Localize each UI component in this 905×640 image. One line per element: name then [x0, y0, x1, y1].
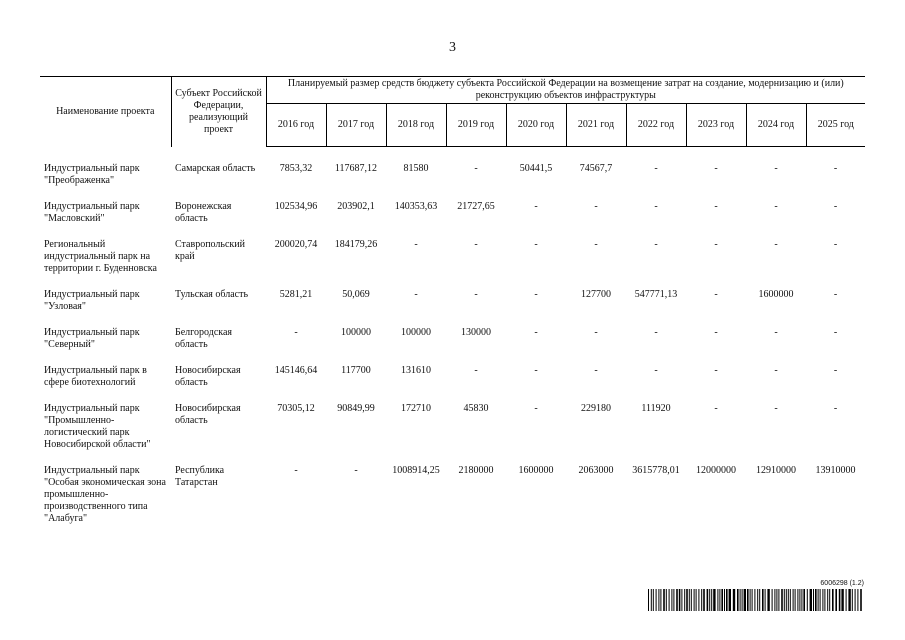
value-cell: -	[774, 402, 778, 414]
value-cell: 50,069	[342, 288, 370, 300]
value-cell: 127700	[581, 288, 611, 300]
barcode-label: 6006298 (1.2)	[820, 580, 864, 587]
value-cell: -	[833, 163, 838, 174]
value-cell: -	[414, 288, 418, 300]
year-header: 2021 год	[566, 104, 626, 147]
table-row	[40, 289, 865, 327]
value-cell: -	[833, 288, 838, 300]
table-row	[40, 465, 865, 539]
subject-cell: Республика Татарстан	[175, 464, 225, 488]
value-cell: -	[774, 238, 778, 250]
value-cell: -	[654, 238, 658, 250]
value-cell: 70305,12	[277, 402, 315, 414]
value-cell: -	[534, 288, 538, 300]
value-cell: -	[534, 200, 538, 212]
value-cell: -	[654, 364, 658, 376]
page-number: 3	[449, 40, 456, 55]
value-cell: 81580	[403, 163, 429, 174]
year-header: 2022 год	[626, 104, 686, 147]
value-cell: 130000	[461, 326, 491, 338]
value-cell: -	[654, 200, 658, 212]
barcode	[648, 580, 864, 612]
value-cell: -	[294, 326, 298, 338]
value-cell: -	[534, 364, 538, 376]
value-cell: 140353,63	[394, 200, 438, 212]
value-cell: 3615778,01	[632, 464, 680, 476]
subject-cell: Новосибирская область	[175, 402, 241, 426]
table-row	[40, 403, 865, 465]
value-cell: -	[474, 238, 478, 250]
project-name-cell: Индустриальный парк "Северный"	[44, 326, 140, 350]
project-name-cell: Индустриальный парк в сфере биотехнологий	[44, 364, 147, 388]
project-name-cell: Региональный индустриальный парк на территории г. Буденновска	[44, 238, 157, 274]
value-cell: -	[774, 326, 778, 338]
project-name-cell: Индустриальный парк "Особая экономическая зона промышленно-производственного типа "Алабуга"	[44, 464, 166, 524]
value-cell: 547771,13	[634, 288, 678, 300]
value-cell: 12910000	[756, 464, 796, 476]
value-cell: -	[654, 326, 658, 338]
value-cell: 229180	[581, 402, 611, 414]
value-cell: 13910000	[815, 464, 856, 476]
value-cell: -	[594, 200, 598, 212]
value-cell: 74567,7	[579, 163, 613, 174]
value-cell: -	[594, 326, 598, 338]
value-cell: 12000000	[696, 464, 736, 476]
subject-cell: Новосибирская область	[175, 364, 241, 388]
year-header: 2023 год	[686, 104, 746, 147]
year-header: 2016 год	[266, 104, 326, 147]
value-cell: 1008914,25	[392, 464, 440, 476]
value-cell: -	[594, 238, 598, 250]
value-cell: 2180000	[458, 464, 494, 476]
subject-header: Субъект Российской Федерации, реализующий проект	[171, 77, 266, 147]
value-cell: 111920	[641, 402, 671, 414]
value-cell: 203902,1	[337, 200, 375, 212]
value-cell: 184179,26	[334, 238, 378, 250]
value-cell: -	[474, 364, 478, 376]
value-cell: -	[414, 238, 418, 250]
subject-cell: Белгородская область	[175, 326, 233, 350]
value-cell: 117687,12	[334, 163, 378, 174]
subject-cell: Ставропольский край	[175, 238, 245, 262]
value-cell: -	[534, 238, 538, 250]
value-cell: -	[294, 464, 298, 476]
value-cell: 1600000	[518, 464, 554, 476]
year-header: 2025 год	[806, 104, 865, 147]
value-cell: -	[714, 200, 718, 212]
value-cell: 1600000	[758, 288, 794, 300]
value-cell: -	[474, 163, 478, 174]
value-cell: -	[714, 288, 718, 300]
value-cell: 5281,21	[279, 288, 313, 300]
budget-table	[40, 76, 865, 539]
value-cell: -	[833, 238, 838, 250]
value-cell: 2063000	[578, 464, 614, 476]
value-cell: -	[354, 464, 358, 476]
value-cell: -	[714, 326, 718, 338]
value-cell: -	[714, 364, 718, 376]
project-name-cell: Индустриальный парк "Промышленно-логистический парк Новосибирской области"	[44, 402, 151, 450]
value-cell: -	[833, 364, 838, 376]
value-cell: 50441,5	[519, 163, 553, 174]
year-header: 2024 год	[746, 104, 806, 147]
subject-cell: Самарская область	[175, 162, 256, 174]
value-cell: 7853,32	[279, 163, 313, 174]
value-cell: 131610	[401, 364, 431, 376]
value-cell: -	[534, 326, 538, 338]
value-cell: -	[714, 402, 718, 414]
year-header: 2018 год	[386, 104, 446, 147]
table-row	[40, 327, 865, 365]
value-cell: -	[594, 364, 598, 376]
table-row	[40, 365, 865, 403]
value-cell: -	[833, 402, 838, 414]
value-cell: -	[774, 200, 778, 212]
value-cell: -	[833, 326, 838, 338]
value-cell: -	[774, 163, 778, 174]
project-name-cell: Индустриальный парк "Масловский"	[44, 200, 140, 224]
table-row	[40, 239, 865, 289]
value-cell: -	[833, 200, 838, 212]
value-cell: 102534,96	[274, 200, 318, 212]
value-cell: 200020,74	[274, 238, 318, 250]
table-row	[40, 147, 865, 201]
value-cell: 45830	[463, 402, 489, 414]
value-cell: 100000	[401, 326, 431, 338]
project-name-header: Наименование проекта	[40, 77, 171, 147]
value-cell: -	[774, 364, 778, 376]
value-cell: -	[714, 238, 718, 250]
value-cell: 172710	[401, 402, 431, 414]
year-header: 2017 год	[326, 104, 386, 147]
barcode-bars	[648, 589, 864, 611]
budget-group-header: Планируемый размер средств бюджету субъекта Российской Федерации на возмещение затрат на создание, модернизацию и (или) реконструкцию объектов инфраструктуры	[266, 77, 865, 104]
project-name-cell: Индустриальный парк "Узловая"	[44, 288, 140, 312]
subject-cell: Воронежская область	[175, 200, 232, 224]
value-cell: -	[474, 288, 478, 300]
value-cell: 21727,65	[457, 200, 495, 212]
table-row	[40, 201, 865, 239]
value-cell: -	[534, 402, 538, 414]
year-header: 2020 год	[506, 104, 566, 147]
year-header: 2019 год	[446, 104, 506, 147]
value-cell: -	[714, 163, 718, 174]
value-cell: 100000	[341, 326, 371, 338]
project-name-cell: Индустриальный парк "Преображенка"	[44, 162, 140, 186]
subject-cell: Тульская область	[175, 288, 249, 300]
value-cell: -	[654, 163, 658, 174]
value-cell: 117700	[341, 364, 371, 376]
value-cell: 145146,64	[274, 364, 318, 376]
value-cell: 90849,99	[337, 402, 375, 414]
